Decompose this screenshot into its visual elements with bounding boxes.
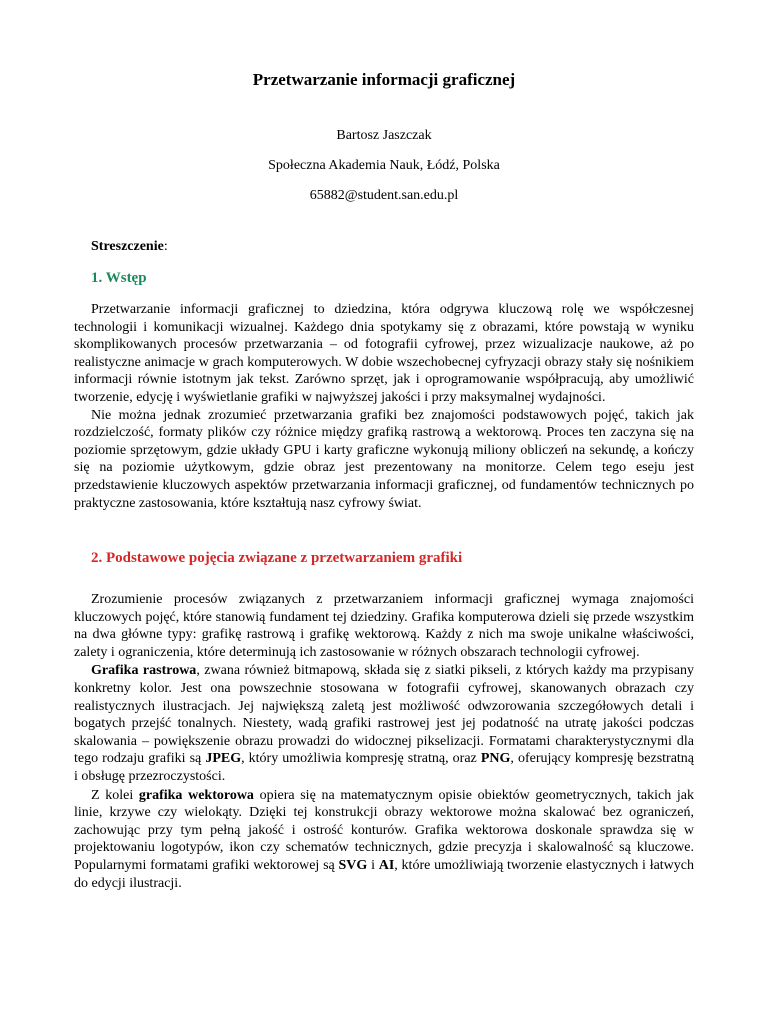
text-span: , który umożliwia kompresję stratną, oraz xyxy=(241,751,481,767)
format-svg: SVG xyxy=(338,857,368,873)
abstract-label-colon: : xyxy=(163,239,168,254)
section-body-introduction xyxy=(74,301,694,512)
paragraph-raster xyxy=(74,662,694,785)
term-raster-graphics: Grafika rastrowa xyxy=(91,663,197,679)
author-email: 65882@student.san.edu.pl xyxy=(309,188,459,203)
text-span: i xyxy=(367,857,379,873)
paragraph-vector xyxy=(74,787,694,893)
format-png: PNG xyxy=(480,751,511,767)
text-span: Z kolei xyxy=(91,787,139,803)
paragraph: Przetwarzanie informacji graficznej to dziedzina, która odgrywa kluczową rolę we współczesnej technologii i komunikacji wizualnej. Każdego dnia spotykamy się z obrazami, które powstają w wyniku skomplikowanych procesów przetwarzania – od fotografii cyfrowej, przez wizualizacje naukowe, aż po realistyczne animacje w grach komputerowych. W dobie wszechobecnej cyfryzacji obrazy stały się nośnikiem informacji równie istotnym jak tekst. Zarówno sprzęt, jak i oprogramowanie współpracują, aby umożliwić tworzenie, edycję i wyświetlanie grafiki w najwyższej jakości i przy maksymalnej wydajności. xyxy=(74,302,694,405)
text-span: opiera się na matematycznym opisie obiektów geometrycznych, takich jak linie, krzywe czy wielokąty. Dzięki tej konstrukcji obrazy wektorowe można skalować bez ograniczeń, zachowując przy tym pełną jakość i ostrość konturów. Grafika wektorowa doskonale sprawdza się w projektowaniu logotypów, ikon czy schematów technicznych, gdzie precyzja i skalowalność są kluczowe. Popularnymi formatami grafiki wektorowej są xyxy=(74,787,694,873)
section-body-basic-concepts xyxy=(74,591,694,892)
format-jpeg: JPEG xyxy=(205,751,242,767)
term-vector-graphics: grafika wektorowa xyxy=(138,787,254,803)
paragraph: Zrozumienie procesów związanych z przetwarzaniem informacji graficznej wymaga znajomości kluczowych pojęć, które stanowią fundament tej dziedziny. Grafika komputerowa dzieli się przede wszystkim na dwa główne typy: grafikę rastrową i grafikę wektorową. Każdy z nich ma swoje unikalne właściwości, zalety i ograniczenia, które determinują ich zastosowanie w różnych obszarach technologii cyfrowej. xyxy=(74,592,694,660)
text-span: , oferujący kompresję bezstratną i obsługę przezroczystości. xyxy=(74,751,695,784)
text-span: , które umożliwiają tworzenie elastycznych i łatwych do edycji ilustracji. xyxy=(74,857,695,891)
author-affiliation: Społeczna Akademia Nauk, Łódź, Polska xyxy=(268,158,500,173)
text-span: , zwana również bitmapową, składa się z siatki pikseli, z których każdy ma przypisany konkretny kolor. Jest ona powszechnie stosowana w fotografii cyfrowej, skanowanych obrazach czy realistycznych ilustracjach. Jej największą zaletą jest możliwość odwzorowania szczegółowych detali i bogatych przejść tonalnych. Niestety, wadą grafiki rastrowej jest jej podatność na utratę jakości podczas skalowania – powiększenie obrazu prowadzi do widocznej pikselizacji. Formatami charakterystycznymi dla tego rodzaju grafiki są xyxy=(74,663,694,767)
section-heading-basic-concepts: 2. Podstawowe pojęcia związane z przetwarzaniem grafiki xyxy=(91,550,463,566)
author-name: Bartosz Jaszczak xyxy=(336,128,432,143)
document-title: Przetwarzanie informacji graficznej xyxy=(252,70,516,89)
format-ai: AI xyxy=(378,857,395,873)
abstract-label xyxy=(91,238,168,256)
paragraph: Nie można jednak zrozumieć przetwarzania grafiki bez znajomości podstawowych pojęć, takich jak rozdzielczość, formaty plików czy różnice między grafiką rastrową a wektorową. Proces ten zaczyna się na poziomie sprzętowym, gdzie układy GPU i karty graficzne wykonują miliony obliczeń na sekundę, a kończy się na poziomie użytkowym, gdzie obraz jest prezentowany na monitorze. Celem tego eseju jest przedstawienie kluczowych aspektów przetwarzania informacji graficznej, od fundamentów technicznych po praktyczne zastosowania, które kształtują nasz cyfrowy świat. xyxy=(74,407,694,511)
section-heading-introduction: 1. Wstęp xyxy=(91,270,147,286)
abstract-label-text: Streszczenie xyxy=(91,239,164,254)
